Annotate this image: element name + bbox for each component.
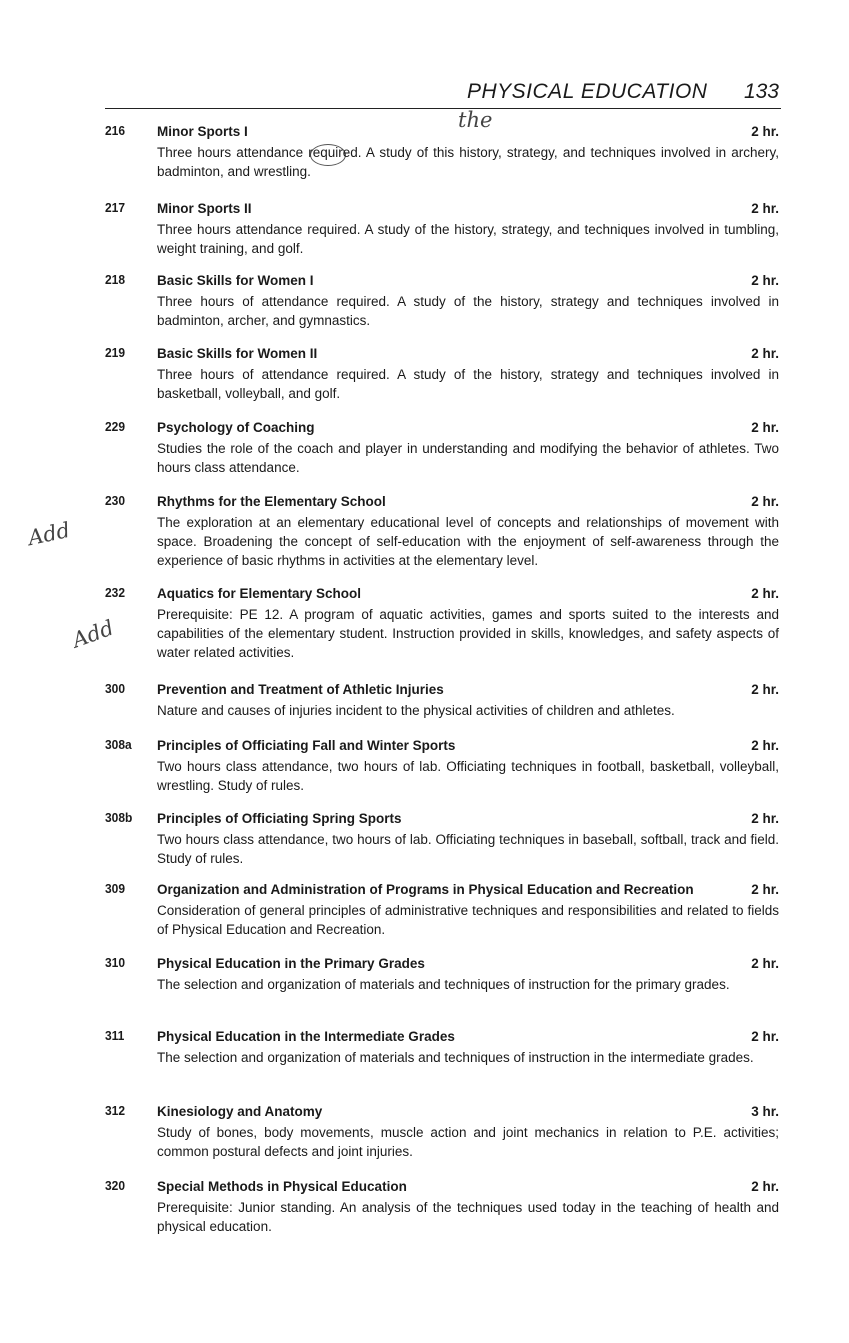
course-credit: 2 hr. — [751, 201, 779, 216]
course-number: 309 — [105, 881, 126, 897]
course-description: Prerequisite: Junior standing. An analysis of the techniques used today in the teaching of health and physical education. — [157, 1200, 779, 1234]
course-number: 230 — [105, 493, 126, 509]
course-name: Principles of Officiating Spring Sports — [157, 811, 402, 826]
course-name: Organization and Administration of Programs in Physical Education and Recreation — [157, 882, 694, 897]
course-credit: 2 hr. — [751, 682, 779, 697]
course-description: Three hours attendance required. A study of the history, strategy, and techniques involved in tumbling, weight training, and golf. — [157, 222, 779, 256]
course-name: Rhythms for the Elementary School — [157, 494, 386, 509]
course-number: 216 — [105, 123, 126, 139]
course-description: Three hours of attendance required. A study of the history, strategy and techniques involved in badminton, archer, and gymnastics. — [157, 294, 779, 328]
course-credit: 2 hr. — [751, 273, 779, 288]
course-name: Minor Sports I — [157, 124, 248, 139]
course-description: Two hours class attendance, two hours of lab. Officiating techniques in baseball, softball, track and field. Study of rules. — [157, 832, 779, 866]
course-number: 308a — [105, 737, 132, 753]
course-number: 312 — [105, 1103, 126, 1119]
course-number: 232 — [105, 585, 126, 601]
course-name: Psychology of Coaching — [157, 420, 315, 435]
handwritten-add-232: Add — [69, 615, 117, 653]
course-description: The selection and organization of materials and techniques of instruction for the primary grades. — [157, 977, 730, 992]
course-number: 300 — [105, 681, 126, 697]
course-number: 217 — [105, 200, 126, 216]
course-description: The selection and organization of materials and techniques of instruction in the intermediate grades. — [157, 1050, 754, 1065]
course-name: Basic Skills for Women I — [157, 273, 314, 288]
course-description: Two hours class attendance, two hours of lab. Officiating techniques in football, basketball, volleyball, wrestling. Study of rules. — [157, 759, 779, 793]
course-number: 218 — [105, 272, 126, 288]
course-number: 311 — [105, 1028, 125, 1044]
course-credit: 2 hr. — [751, 1179, 779, 1194]
course-credit: 2 hr. — [751, 494, 779, 509]
course-description: The exploration at an elementary educational level of concepts and relationships of movement with space. Broadening the concept of self-education with the enjoyment of self-awareness through the experience of basic rhythms in activities at the elementary level. — [157, 515, 779, 568]
course-credit: 2 hr. — [751, 346, 779, 361]
course-description: Three hours of attendance required. A study of the history, strategy and techniques involved in basketball, volleyball, and golf. — [157, 367, 779, 401]
handwritten-add-230: Add — [25, 517, 73, 551]
course-number: 308b — [105, 810, 133, 826]
course-number: 320 — [105, 1178, 126, 1194]
course-description: Prerequisite: PE 12. A program of aquatic activities, games and sports suited to the interests and capabilities of the elementary student. Instruction provided in skills, knowledges, and safety aspects of water related activities. — [157, 607, 779, 660]
page-header — [105, 80, 781, 109]
course-number: 229 — [105, 419, 126, 435]
course-credit: 2 hr. — [751, 124, 779, 139]
page-title: PHYSICAL EDUCATION — [467, 80, 708, 103]
course-credit: 2 hr. — [751, 738, 779, 753]
course-credit: 2 hr. — [751, 420, 779, 435]
page-number: 133 — [743, 80, 779, 103]
course-description: Studies the role of the coach and player in understanding and modifying the behavior of athletes. Two hours class attendance. — [157, 441, 779, 475]
course-name: Minor Sports II — [157, 201, 252, 216]
handwritten-the: the — [458, 108, 493, 132]
course-description: Study of bones, body movements, muscle action and joint mechanics in relation to P.E. activities; common postural defects and joint injuries. — [157, 1125, 779, 1159]
course-name: Basic Skills for Women II — [157, 346, 318, 361]
course-credit: 3 hr. — [751, 1104, 779, 1119]
course-credit: 2 hr. — [751, 956, 779, 971]
course-name: Aquatics for Elementary School — [157, 586, 362, 601]
course-description: Consideration of general principles of administrative techniques and responsibilities and related to fields of Physical Education and Recreation. — [157, 903, 779, 937]
course-credit: 2 hr. — [751, 882, 779, 897]
course-description: Three hours attendance required. A study of this history, strategy, and techniques involved in archery, badminton, and wrestling. — [157, 145, 779, 179]
course-credit: 2 hr. — [751, 586, 779, 601]
course-number: 219 — [105, 345, 126, 361]
course-credit: 2 hr. — [751, 811, 779, 826]
course-number: 310 — [105, 955, 126, 971]
course-name: Physical Education in the Intermediate Grades — [157, 1029, 455, 1044]
course-name: Prevention and Treatment of Athletic Injuries — [157, 682, 444, 697]
course-description: Nature and causes of injuries incident to the physical activities of children and athletes. — [157, 703, 675, 718]
course-name: Principles of Officiating Fall and Winter Sports — [157, 738, 456, 753]
course-name: Physical Education in the Primary Grades — [157, 956, 425, 971]
course-name: Kinesiology and Anatomy — [157, 1104, 323, 1119]
course-credit: 2 hr. — [751, 1029, 779, 1044]
course-name: Special Methods in Physical Education — [157, 1179, 407, 1194]
